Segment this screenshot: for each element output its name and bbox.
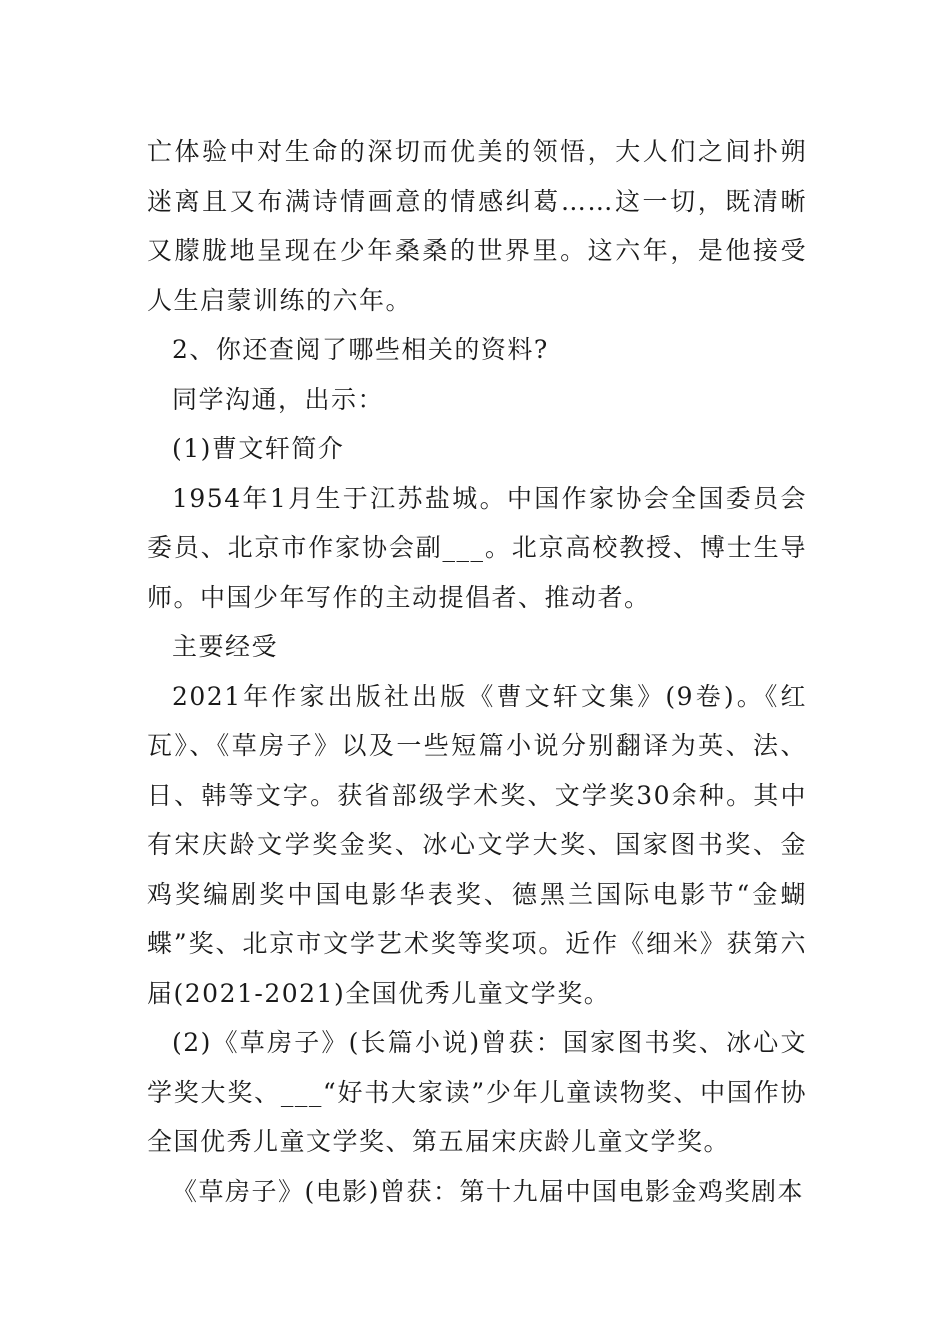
question-2: 2、你还查阅了哪些相关的资料? [172, 335, 549, 364]
paragraph-author-bio: 1954年1月生于江苏盐城。中国作家协会全国委员会委员、北京市作家协会副___。北京高校教授、博士生导师。中国少年写作的主动提倡者、推动者。 [147, 483, 807, 612]
document-body [147, 127, 807, 1216]
heading-author-intro: (1)曹文轩简介 [172, 434, 345, 463]
paragraph-novel-awards: (2)《草房子》(长篇小说)曾获：国家图书奖、冰心文学奖大奖、___“好书大家读”少年儿童读物奖、中国作协全国优秀儿童文学奖、第五届宋庆龄儿童文学奖。 [147, 1028, 807, 1156]
paragraph-film-awards: 《草房子》(电影)曾获：第十九届中国电影金鸡奖剧本 [172, 1176, 805, 1206]
paragraph-continuation: 亡体验中对生命的深切而优美的领悟，大人们之间扑朔迷离且又布满诗情画意的情感纠葛……这一切，既清晰又朦胧地呈现在少年桑桑的世界里。这六年，是他接受人生启蒙训练的六年。 [147, 137, 807, 315]
heading-main-experience: 主要经受 [172, 632, 279, 661]
paragraph-share: 同学沟通，出示： [172, 384, 385, 414]
paragraph-experience: 2021年作家出版社出版《曹文轩文集》(9卷)。《红瓦》、《草房子》以及一些短篇小说分别翻译为英、法、日、韩等文字。获省部级学术奖、文学奖30余种。其中有宋庆龄文学奖金奖、冰心文学大奖、国家图书奖、金鸡奖编剧奖中国电影华表奖、德黑兰国际电影节“金蝴蝶”奖、北京市文学艺术奖等奖项。近作《细米》获第六届(2021-2021)全国优秀儿童文学奖。 [147, 681, 807, 1008]
